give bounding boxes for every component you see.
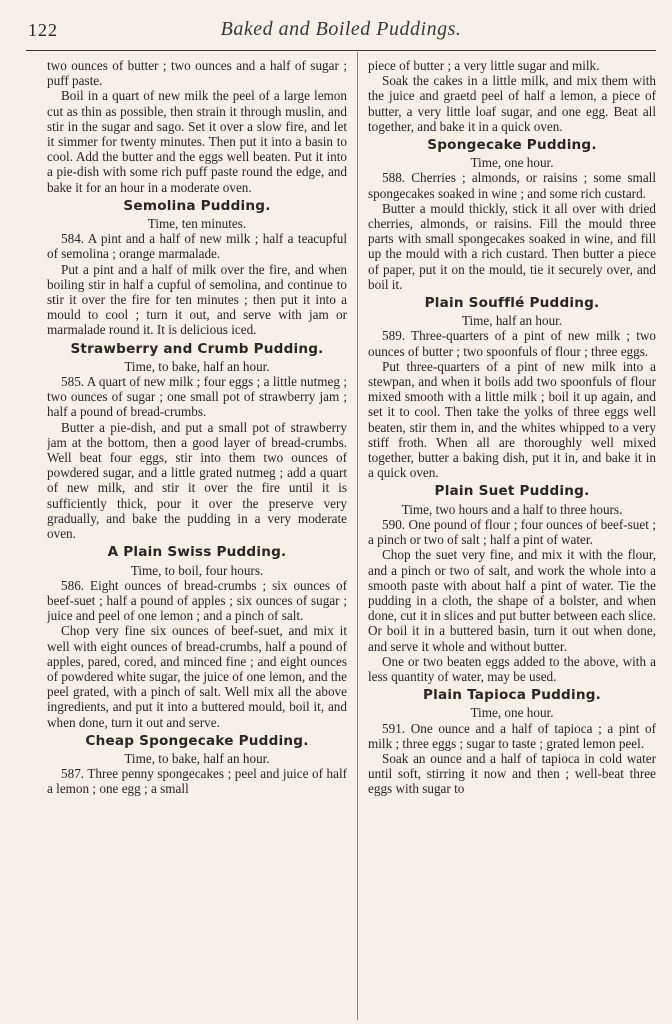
recipe-time: Time, two hours and a half to three hours. xyxy=(401,501,623,517)
recipe-heading: Semolina Pudding. xyxy=(123,197,271,214)
paragraph: Boil in a quart of new milk the peel of a large lemon cut as thin as possible, then strain it through muslin, and stir in the sugar and sago. Set it over a slow fire, and let it simmer for twenty minutes. Then put it into a basin to cool. Add the butter and the eggs well beaten. Put it into a pie-dish with some rich puff paste round the edge, and bake it for an hour in a moderate oven. xyxy=(47,88,347,195)
recipe-heading: Plain Suet Pudding. xyxy=(434,483,590,500)
recipe-time: Time, one hour. xyxy=(470,155,554,171)
recipe-heading: A Plain Swiss Pudding. xyxy=(107,544,287,561)
column-divider xyxy=(357,52,358,1020)
paragraph: 585. A quart of new milk ; four eggs ; a little nutmeg ; two ounces of sugar ; one small pot of strawberry jam ; half a pound of bread-crumbs. xyxy=(47,374,347,420)
paragraph: Chop very fine six ounces of beef-suet, and mix it well with eight ounces of bread-crumbs, half a pound of apples, pared, cored, and minced fine ; and eight ounces of powdered white sugar, the juice of one lemon, and the peel grated, with a pinch of salt. Well mix all the above ingredients, and put it into a buttered mould, boil it, and when done, turn it out and serve. xyxy=(47,623,347,730)
paragraph: Put a pint and a half of milk over the fire, and when boiling stir in half a cupful of semolina, and continue to stir it over the fire for ten minutes ; then put it into a mould to cool ; turn it out, and serve with jam or marmalade round it. It is delicious iced. xyxy=(47,261,347,338)
paragraph: 591. One ounce and a half of tapioca ; a pint of milk ; three eggs ; sugar to taste ; grated lemon peel. xyxy=(368,720,656,751)
paragraph: piece of butter ; a very little sugar and milk. xyxy=(368,58,600,73)
paragraph: two ounces of butter ; two ounces and a half of sugar ; puff paste. xyxy=(47,58,347,89)
paragraph: Soak an ounce and a half of tapioca in cold water until soft, stirring it now and then ; well-beat three eggs with sugar to xyxy=(368,750,656,797)
paragraph: 584. A pint and a half of new milk ; half a teacupful of semolina ; orange marmalade. xyxy=(47,231,347,262)
paragraph: 588. Cherries ; almonds, or raisins ; some small spongecakes soaked in wine ; and some rich custard. xyxy=(368,170,656,201)
left-column xyxy=(47,58,347,1018)
paragraph: Butter a mould thickly, stick it all over with dried cherries, almonds, or raisins. Fill the mould three parts with small spongecakes soaked in wine, and fill up the mould with a rich custard. Then butter a piece of paper, put it on the mould, tie it securely over, and boil it. xyxy=(368,200,656,292)
recipe-time: Time, half an hour. xyxy=(461,313,563,329)
recipe-heading: Strawberry and Crumb Pudding. xyxy=(70,340,324,357)
recipe-time: Time, to boil, four hours. xyxy=(130,562,264,578)
header-rule xyxy=(26,50,656,51)
recipe-heading: Plain Tapioca Pudding. xyxy=(423,687,601,704)
paragraph: 589. Three-quarters of a pint of new milk ; two ounces of butter ; two spoonfuls of flour ; three eggs. xyxy=(368,328,656,359)
recipe-time: Time, to bake, half an hour. xyxy=(124,750,270,766)
paragraph: One or two beaten eggs added to the above, with a less quantity of water, may be used. xyxy=(368,653,656,684)
paragraph: 587. Three penny spongecakes ; peel and juice of half a lemon ; one egg ; a small xyxy=(47,766,347,797)
paragraph: 586. Eight ounces of bread-crumbs ; six ounces of beef-suet ; half a pound of apples ; six ounces of sugar ; juice and peel of one lemon ; and a pinch of salt. xyxy=(47,577,347,624)
page-header xyxy=(26,18,656,48)
paragraph: Chop the suet very fine, and mix it with the flour, and a pinch or two of salt, and work the whole into a smooth paste with about half a pint of water. Tie the pudding in a cloth, the shape of a bolster, and when done, cut it in slices and put butter between each slice. Or boil it in a buttered basin, turn it out when done, and serve it whole and without butter. xyxy=(368,547,656,654)
paragraph: Put three-quarters of a pint of new milk into a stewpan, and when it boils add two spoonfuls of flour mixed smooth with a little milk ; boil it up again, and set it to cool. Then take the yolks of three eggs well beaten, stir them in, and the whites whipped to a very stiff froth. When all are thoroughly well mixed together, butter a baking dish, put it in, and bake it in a quick oven. xyxy=(368,358,656,481)
recipe-heading: Spongecake Pudding. xyxy=(427,137,597,154)
page-number: 122 xyxy=(28,20,58,40)
paragraph: Soak the cakes in a little milk, and mix them with the juice and graetd peel of half a lemon, a piece of butter, a very little loaf sugar, and one egg. Beat all together, and bake it in a quick oven. xyxy=(368,73,656,134)
recipe-heading: Cheap Spongecake Pudding. xyxy=(85,732,309,749)
running-title: Baked and Boiled Puddings. xyxy=(220,18,462,40)
recipe-heading: Plain Soufflé Pudding. xyxy=(424,295,600,312)
right-column xyxy=(368,58,656,1018)
paragraph: Butter a pie-dish, and put a small pot of strawberry jam at the bottom, then a good layer of bread-crumbs. Well beat four eggs, stir into them two ounces of powdered sugar, and a little grated nutmeg ; add a quart of new milk, and stir it over the fire until it is sufficiently thick, pour it over the preserve very gradually, and bake the pudding in a very moderate oven. xyxy=(47,419,347,542)
paragraph: 590. One pound of flour ; four ounces of beef-suet ; a pinch or two of salt ; half a pint of water. xyxy=(368,516,656,548)
recipe-time: Time, to bake, half an hour. xyxy=(124,358,270,374)
recipe-time: Time, ten minutes. xyxy=(147,216,247,232)
recipe-time: Time, one hour. xyxy=(470,705,554,721)
